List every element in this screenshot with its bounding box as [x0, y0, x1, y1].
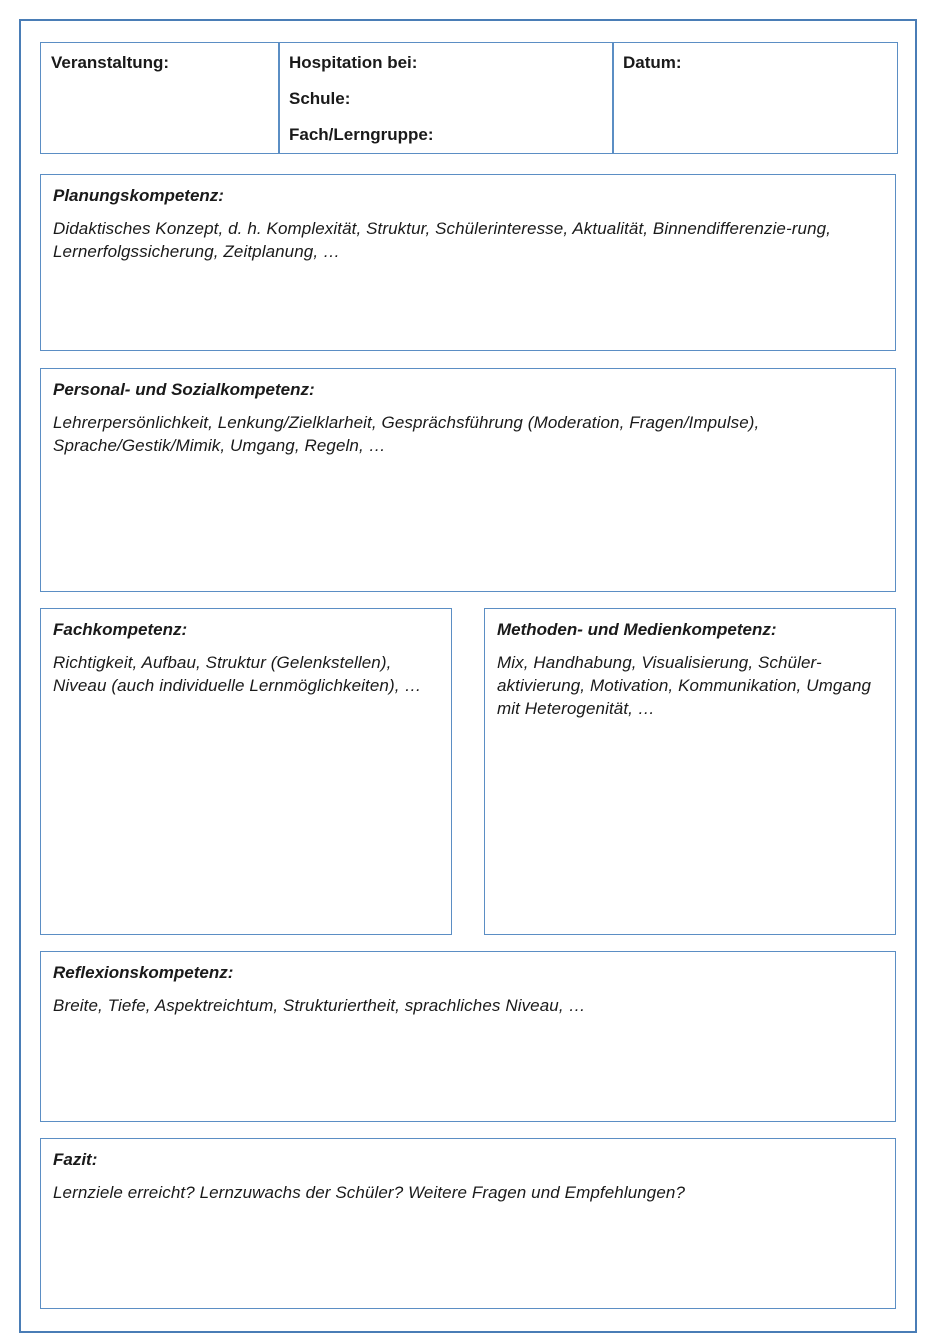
fach-lerngruppe-label: Fach/Lerngruppe:: [289, 125, 434, 144]
personal-sozialkompetenz-text: Lehrerpersönlichkeit, Lenkung/Zielklarheit, Gesprächsführung (Moderation, Fragen/Impulse), Sprache/Gestik/Mimik, Umgang, Regeln, …: [53, 413, 760, 455]
fachkompetenz-title: Fachkompetenz:: [53, 620, 188, 639]
fazit-text: Lernziele erreicht? Lernzuwachs der Schüler? Weitere Fragen und Empfehlungen?: [53, 1183, 686, 1202]
methoden-medienkompetenz-box: [484, 608, 896, 935]
personal-sozialkompetenz-title: Personal- und Sozialkompetenz:: [53, 380, 315, 399]
header-veranstaltung-cell: [40, 42, 280, 154]
reflexionskompetenz-box: [40, 951, 896, 1122]
planungskompetenz-box: [40, 174, 896, 351]
methoden-medienkompetenz-text: Mix, Handhabung, Visualisierung, Schüler-aktivierung, Motivation, Kommunikation, Umgang mit Heterogenität, …: [497, 653, 872, 718]
personal-sozialkompetenz-box: [40, 368, 896, 592]
datum-label: Datum:: [623, 53, 682, 72]
veranstaltung-label: Veranstaltung:: [51, 53, 170, 72]
fazit-title: Fazit:: [53, 1150, 98, 1169]
hospitation-label: Hospitation bei:: [289, 53, 418, 72]
header-hospitation-cell: [278, 42, 614, 154]
planungskompetenz-text: Didaktisches Konzept, d. h. Komplexität, Struktur, Schülerinteresse, Aktualität, Binnendifferenzie-rung, Lernerfolgssicherung, Zeitplanung, …: [53, 219, 831, 261]
schule-label: Schule:: [289, 89, 351, 108]
header-datum-cell: [612, 42, 898, 154]
fachkompetenz-text: Richtigkeit, Aufbau, Struktur (Gelenkstellen), Niveau (auch individuelle Lernmöglichkeiten), …: [53, 653, 422, 695]
methoden-medienkompetenz-title: Methoden- und Medienkompetenz:: [497, 620, 777, 639]
fachkompetenz-box: [40, 608, 452, 935]
planungskompetenz-title: Planungskompetenz:: [53, 186, 224, 205]
fazit-box: [40, 1138, 896, 1309]
reflexionskompetenz-title: Reflexionskompetenz:: [53, 963, 234, 982]
reflexionskompetenz-text: Breite, Tiefe, Aspektreichtum, Strukturiertheit, sprachliches Niveau, …: [53, 996, 586, 1015]
